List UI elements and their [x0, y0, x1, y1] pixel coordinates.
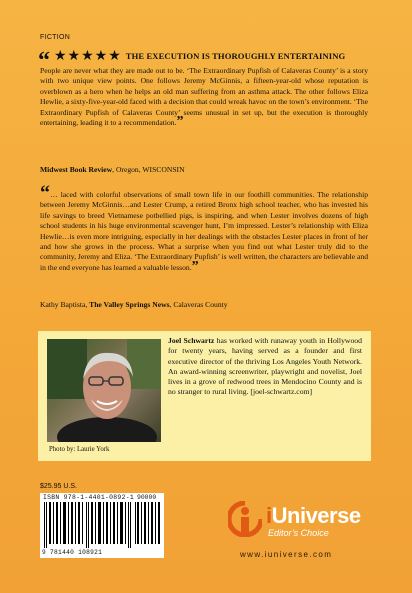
- review1-source: Midwest Book Review: [40, 165, 113, 174]
- isbn-barcode: [40, 493, 164, 558]
- author-bio: Joel Schwartz has worked with runaway youth in Hollywood for twenty years, having served as a founder and first executive director of the thriving Los Angeles Youth Network. An award-winning screenwriter, playwright and novelist, Joel lives in a grove of redwood trees in Mendocino County and is no stranger to rural living. [joel-schwartz.com]: [168, 336, 362, 397]
- category-label: FICTION: [40, 34, 71, 41]
- isbn-label: ISBN 978-1-4401-0892-1: [43, 494, 134, 501]
- price-label: $25.95 U.S.: [40, 483, 77, 490]
- review1-attribution: [40, 165, 185, 174]
- review1-text: People are never what they are made out to be. ‘The Extraordinary Pupfish of Calaveras County’ is a story with two unique view points. One follows Jeremy McGinnis, a fifteen-year-old whose reputation is overblown as a hero when he helps an old man suffering from an asthma attack. The other follows Eliza Hewlie, a sixty-five-year-old faced with a decision that could wreak havoc on the town’s environment. ‘The Extraordinary Pupfish of Calaveras County’ seems unusual in set up, but the execution is thoroughly entertaining, leading it to a recommendation.”: [40, 66, 368, 130]
- author-photo: [47, 339, 161, 442]
- quote-close-icon: ”: [176, 114, 184, 130]
- publisher-name: iUniverse: [266, 503, 361, 528]
- quote-open-icon: “: [40, 182, 50, 204]
- iuniverse-logo-icon: [228, 501, 262, 537]
- author-bio-box: [38, 331, 371, 461]
- review1-header: [38, 44, 378, 74]
- publisher-website[interactable]: www.iuniverse.com: [240, 550, 333, 559]
- five-star-rating-icon: ★★★★★: [54, 48, 122, 64]
- review1-location: , Oregon, WISCONSIN: [112, 165, 185, 174]
- barcode-supplement-bars: [135, 502, 161, 544]
- publisher-logo: [228, 495, 378, 545]
- publisher-tagline: Editor’s Choice: [268, 528, 329, 538]
- barcode-number: 9 781440 108921: [42, 549, 103, 556]
- review2-text: “… laced with colorful observations of small town life in our foothill communities. The relationship between Jeremy McGinnis…and Lester Crump, a retired Bronx high school teacher, who has invested his life savings to breed Vietnamese potbellied pigs, is inspiring, and when Lester involves dozens of high school students in his huge environmental scavenger hunt, I’m impressed. Lester’s relationship with Eliza Hewlie…is even more intriguing, especially in her dealings with the obstacles Lester places in front of her and how she grows in the process. What a surprise when you find out what Lester truly did to the community, Jeremy and Eliza. ‘The Extraordinary Pupfish’ is well written, the characters are believable and in the end everyone has learned a valuable lesson.”: [40, 182, 368, 274]
- author-name: Joel Schwartz: [168, 336, 215, 345]
- photo-credit: Photo by: Laurie York: [49, 446, 110, 453]
- quote-close-icon: ”: [191, 258, 199, 274]
- review1-headline: THE EXECUTION IS THOROUGHLY ENTERTAINING: [125, 51, 346, 61]
- barcode-bars: [44, 502, 132, 548]
- review2-publication: The Valley Springs News: [89, 300, 170, 309]
- review2-attribution: Kathy Baptista, The Valley Springs News, Calaveras County: [40, 300, 228, 309]
- quote-open-icon: “: [38, 48, 50, 74]
- barcode-supplement-number: 90000: [137, 494, 157, 501]
